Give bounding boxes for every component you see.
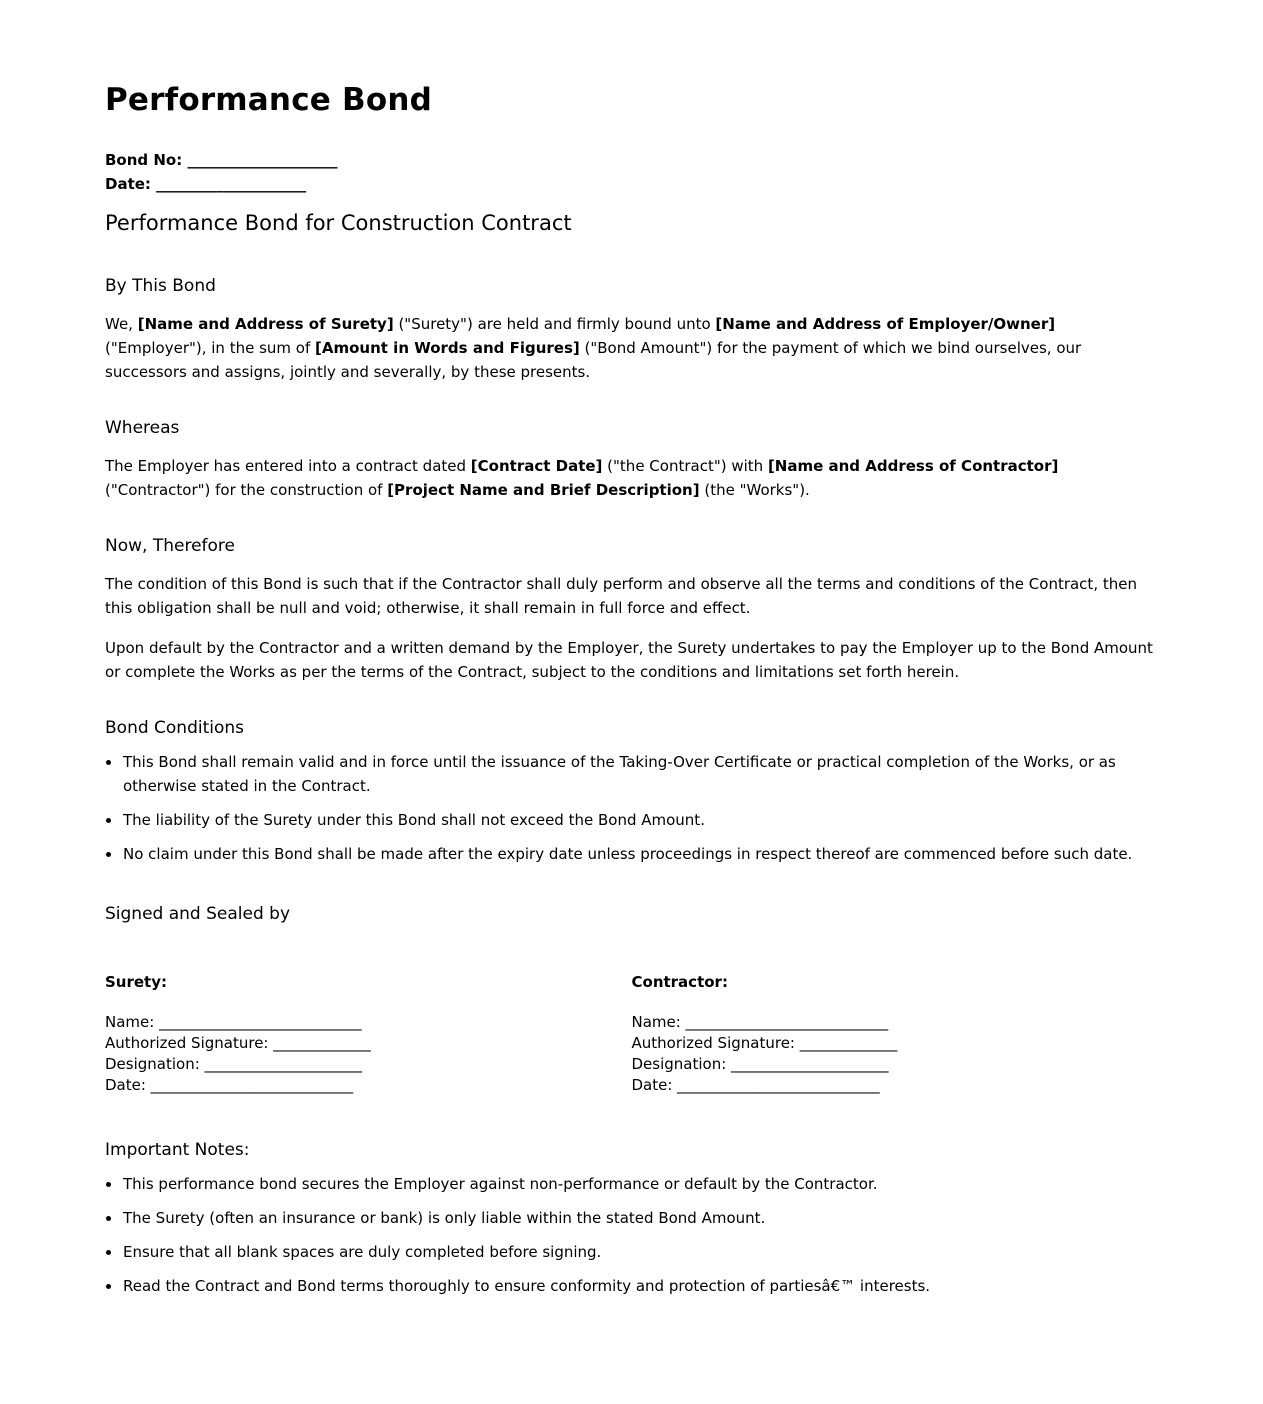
surety-designation-field: Designation: _____________________: [105, 1055, 363, 1073]
employer-placeholder: [Name and Address of Employer/Owner]: [715, 315, 1056, 333]
important-notes-list: [105, 1172, 1158, 1298]
section-by-this-bond: [105, 274, 1158, 384]
by-this-bond-heading: By This Bond: [105, 276, 216, 296]
signature-block: [105, 970, 1158, 1096]
now-therefore-paragraph-1: The condition of this Bond is such that if the Contractor shall duly perform and observe all the terms and conditions of the Contract, then this obligation shall be null and void; otherwise, it shall remain in full force and effect.: [105, 575, 1137, 617]
list-item: This Bond shall remain valid and in force until the issuance of the Taking-Over Certificate or practical completion of the Works, or as otherwise stated in the Contract.: [123, 750, 1158, 798]
surety-name-field: Name: ___________________________: [105, 1013, 362, 1031]
list-item: No claim under this Bond shall be made after the expiry date unless proceedings in respect thereof are commenced before such date.: [123, 842, 1158, 866]
document-title: Performance Bond: [105, 82, 432, 118]
now-therefore-heading: Now, Therefore: [105, 536, 235, 556]
section-whereas: [105, 416, 1158, 502]
section-now-therefore: [105, 534, 1158, 684]
text-fragment: ("Contractor") for the construction of: [105, 481, 388, 499]
contractor-date-field: Date: ___________________________: [631, 1076, 880, 1094]
project-placeholder: [Project Name and Brief Description]: [387, 481, 700, 499]
text-fragment: (the "Works").: [699, 481, 810, 499]
bond-conditions-heading: Bond Conditions: [105, 718, 245, 738]
text-fragment: ("Surety") are held and firmly bound unto: [393, 315, 716, 333]
surety-signature-column: [105, 970, 632, 1096]
text-fragment: The Employer has entered into a contract dated: [105, 457, 471, 475]
bond-conditions-list: [105, 750, 1158, 866]
section-bond-conditions: [105, 716, 1158, 866]
text-fragment: ("the Contract") with: [602, 457, 768, 475]
important-notes-heading: Important Notes:: [105, 1140, 250, 1160]
contractor-signature-column: [632, 970, 1159, 1096]
contractor-designation-field: Designation: _____________________: [631, 1055, 889, 1073]
list-item: Ensure that all blank spaces are duly completed before signing.: [123, 1240, 1158, 1264]
text-fragment: We,: [105, 315, 138, 333]
list-item: This performance bond secures the Employer against non-performance or default by the Contractor.: [123, 1172, 1158, 1196]
list-item: Read the Contract and Bond terms thoroughly to ensure conformity and protection of partiesâ€™ interests.: [123, 1274, 1158, 1298]
whereas-paragraph: [105, 454, 1158, 502]
signed-sealed-heading: Signed and Sealed by: [105, 904, 291, 924]
whereas-heading: Whereas: [105, 418, 180, 438]
list-item: The liability of the Surety under this Bond shall not exceed the Bond Amount.: [123, 808, 1158, 832]
contractor-signature-field: Authorized Signature: _____________: [631, 1034, 898, 1052]
bond-date-field: Date: ____________________: [105, 175, 307, 193]
surety-date-field: Date: ___________________________: [105, 1076, 354, 1094]
contractor-label: Contractor:: [631, 973, 728, 991]
surety-signature-field: Authorized Signature: _____________: [105, 1034, 371, 1052]
text-fragment: ("Bond Amount") for the payment of which we bind ourselves, our successors and assigns, jointly and severally, by these presents.: [105, 339, 1082, 381]
amount-placeholder: [Amount in Words and Figures]: [315, 339, 580, 357]
list-item: The Surety (often an insurance or bank) is only liable within the stated Bond Amount.: [123, 1206, 1158, 1230]
text-fragment: ("Employer"), in the sum of: [105, 339, 316, 357]
by-this-bond-paragraph: [105, 312, 1158, 384]
bond-number-field: Bond No: ____________________: [105, 151, 338, 169]
contractor-placeholder: [Name and Address of Contractor]: [767, 457, 1059, 475]
now-therefore-paragraph-2: Upon default by the Contractor and a written demand by the Employer, the Surety undertakes to pay the Employer up to the Bond Amount or complete the Works as per the terms of the Contract, subject to the conditions and limitations set forth herein.: [105, 639, 1153, 681]
section-important-notes: [105, 1138, 1158, 1298]
contract-date-placeholder: [Contract Date]: [470, 457, 603, 475]
surety-label: Surety:: [105, 973, 167, 991]
document-subtitle: Performance Bond for Construction Contract: [105, 211, 572, 235]
contractor-name-field: Name: ___________________________: [631, 1013, 889, 1031]
surety-placeholder: [Name and Address of Surety]: [137, 315, 394, 333]
